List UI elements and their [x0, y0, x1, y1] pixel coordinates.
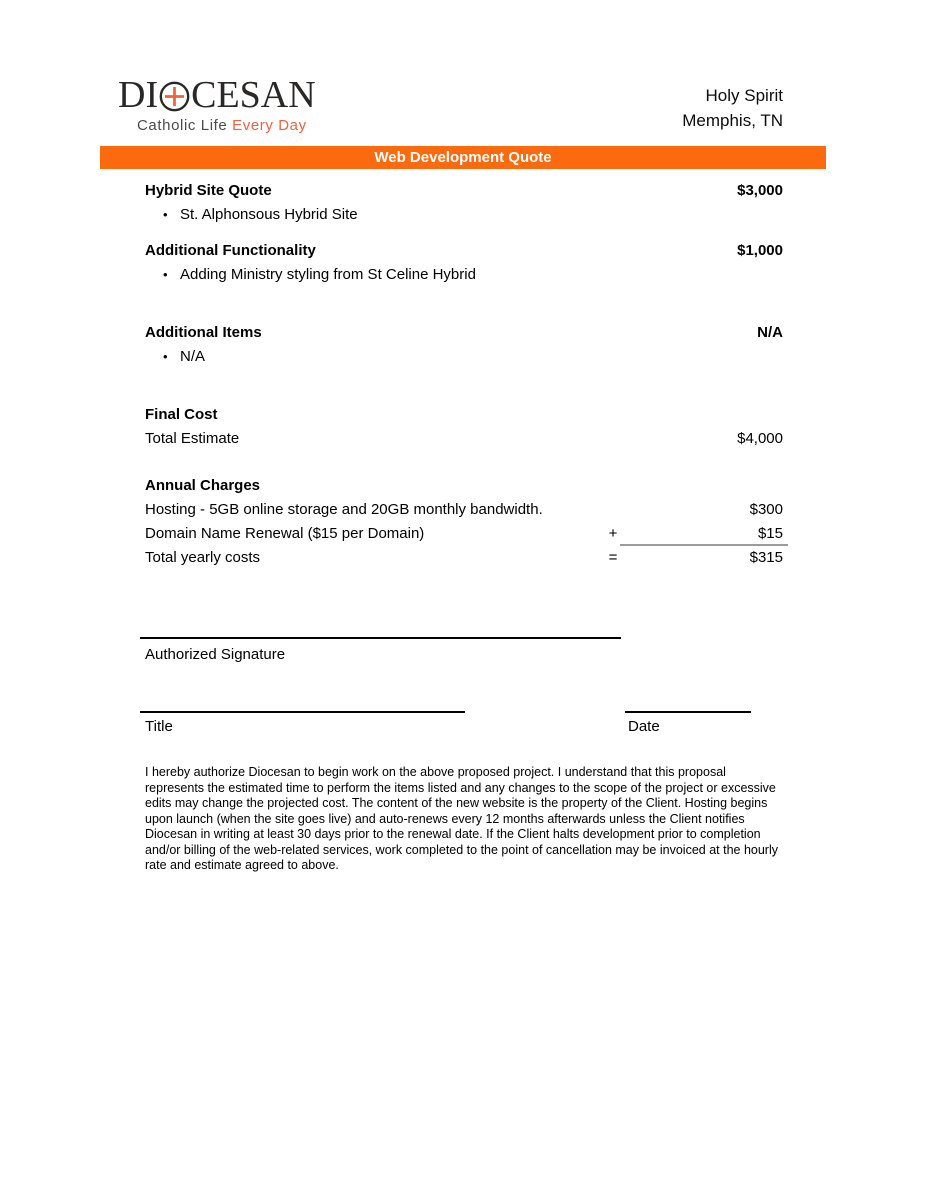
bullet-text: St. Alphonsous Hybrid Site — [180, 206, 358, 223]
section-additional-functionality-heading — [145, 241, 783, 261]
bullet-text: N/A — [180, 348, 206, 365]
section-price: $3,000 — [737, 182, 783, 199]
tagline-gray: Catholic Life — [137, 117, 233, 134]
title-line — [140, 711, 465, 713]
section-price: $1,000 — [737, 242, 783, 259]
domain-renewal-value: $15 — [757, 525, 783, 542]
domain-renewal-row — [145, 524, 783, 544]
cross-in-circle-icon — [159, 81, 190, 112]
total-yearly-label: Total yearly costs — [145, 549, 261, 566]
total-estimate-row — [145, 429, 783, 449]
section-price: N/A — [757, 324, 783, 341]
section-heading-label: Additional Items — [145, 324, 262, 341]
authorized-signature-label: Authorized Signature — [145, 646, 286, 663]
banner-title-bar — [100, 146, 826, 169]
bullet-marker: • — [163, 349, 168, 364]
total-estimate-label: Total Estimate — [145, 430, 240, 447]
section-hybrid-site-quote-heading — [145, 181, 783, 201]
section-heading-label: Additional Functionality — [145, 242, 316, 259]
section-hybrid-site-quote-bullet — [163, 205, 358, 225]
bullet-text: Adding Ministry styling from St Celine Hybrid — [180, 266, 476, 283]
logo-tagline — [137, 117, 316, 134]
title-label: Title — [145, 718, 173, 735]
section-additional-items-heading — [145, 323, 783, 343]
banner-title: Web Development Quote — [374, 149, 552, 166]
plus-sign: + — [608, 525, 618, 542]
authorized-signature-line — [140, 637, 621, 639]
client-info — [682, 83, 783, 133]
annual-charges-heading-label: Annual Charges — [145, 477, 261, 494]
total-yearly-value: $315 — [749, 549, 783, 566]
tagline-orange: Every Day — [232, 117, 307, 134]
logo-wordmark — [118, 76, 316, 114]
final-cost-heading — [145, 405, 783, 425]
section-additional-functionality-bullet — [163, 265, 476, 285]
section-additional-items-bullet — [163, 347, 205, 367]
hosting-op — [605, 500, 621, 520]
final-cost-heading-label: Final Cost — [145, 406, 218, 423]
bullet-marker: • — [163, 207, 168, 222]
logo-text-start: DI — [118, 74, 159, 116]
diocesan-logo — [118, 76, 316, 134]
hosting-row — [145, 500, 783, 520]
hosting-label: Hosting - 5GB online storage and 20GB monthly bandwidth. — [145, 501, 543, 518]
domain-renewal-label: Domain Name Renewal ($15 per Domain) — [145, 525, 425, 542]
sum-divider-line — [620, 544, 788, 546]
client-name: Holy Spirit — [705, 86, 783, 105]
legal-terms-paragraph: I hereby authorize Diocesan to begin work on the above proposed project. I understand that this proposal represents the estimated time to perform the items listed and any changes to the scope of the project or excessive edits may change the projected cost. The content of the new website is the property of the Client. Hosting begins upon launch (when the site goes live) and auto-renews every 12 months afterwards unless the Client notifies Diocesan in writing at least 30 days prior to the renewal date. If the Client halts development prior to completion and/or billing of the web-related services, work completed to the point of cancellation may be invoiced at the hourly rate and estimate agreed to above. — [145, 765, 778, 872]
total-estimate-value: $4,000 — [737, 430, 783, 447]
client-location: Memphis, TN — [682, 111, 783, 130]
section-heading-label: Hybrid Site Quote — [145, 182, 272, 199]
logo-text-end: CESAN — [191, 74, 316, 116]
equals-sign: = — [608, 549, 618, 566]
date-line — [625, 711, 751, 713]
date-label: Date — [628, 718, 660, 735]
annual-charges-heading — [145, 476, 783, 496]
bullet-marker: • — [163, 267, 168, 282]
total-yearly-row — [145, 548, 783, 568]
hosting-value: $300 — [749, 501, 783, 518]
